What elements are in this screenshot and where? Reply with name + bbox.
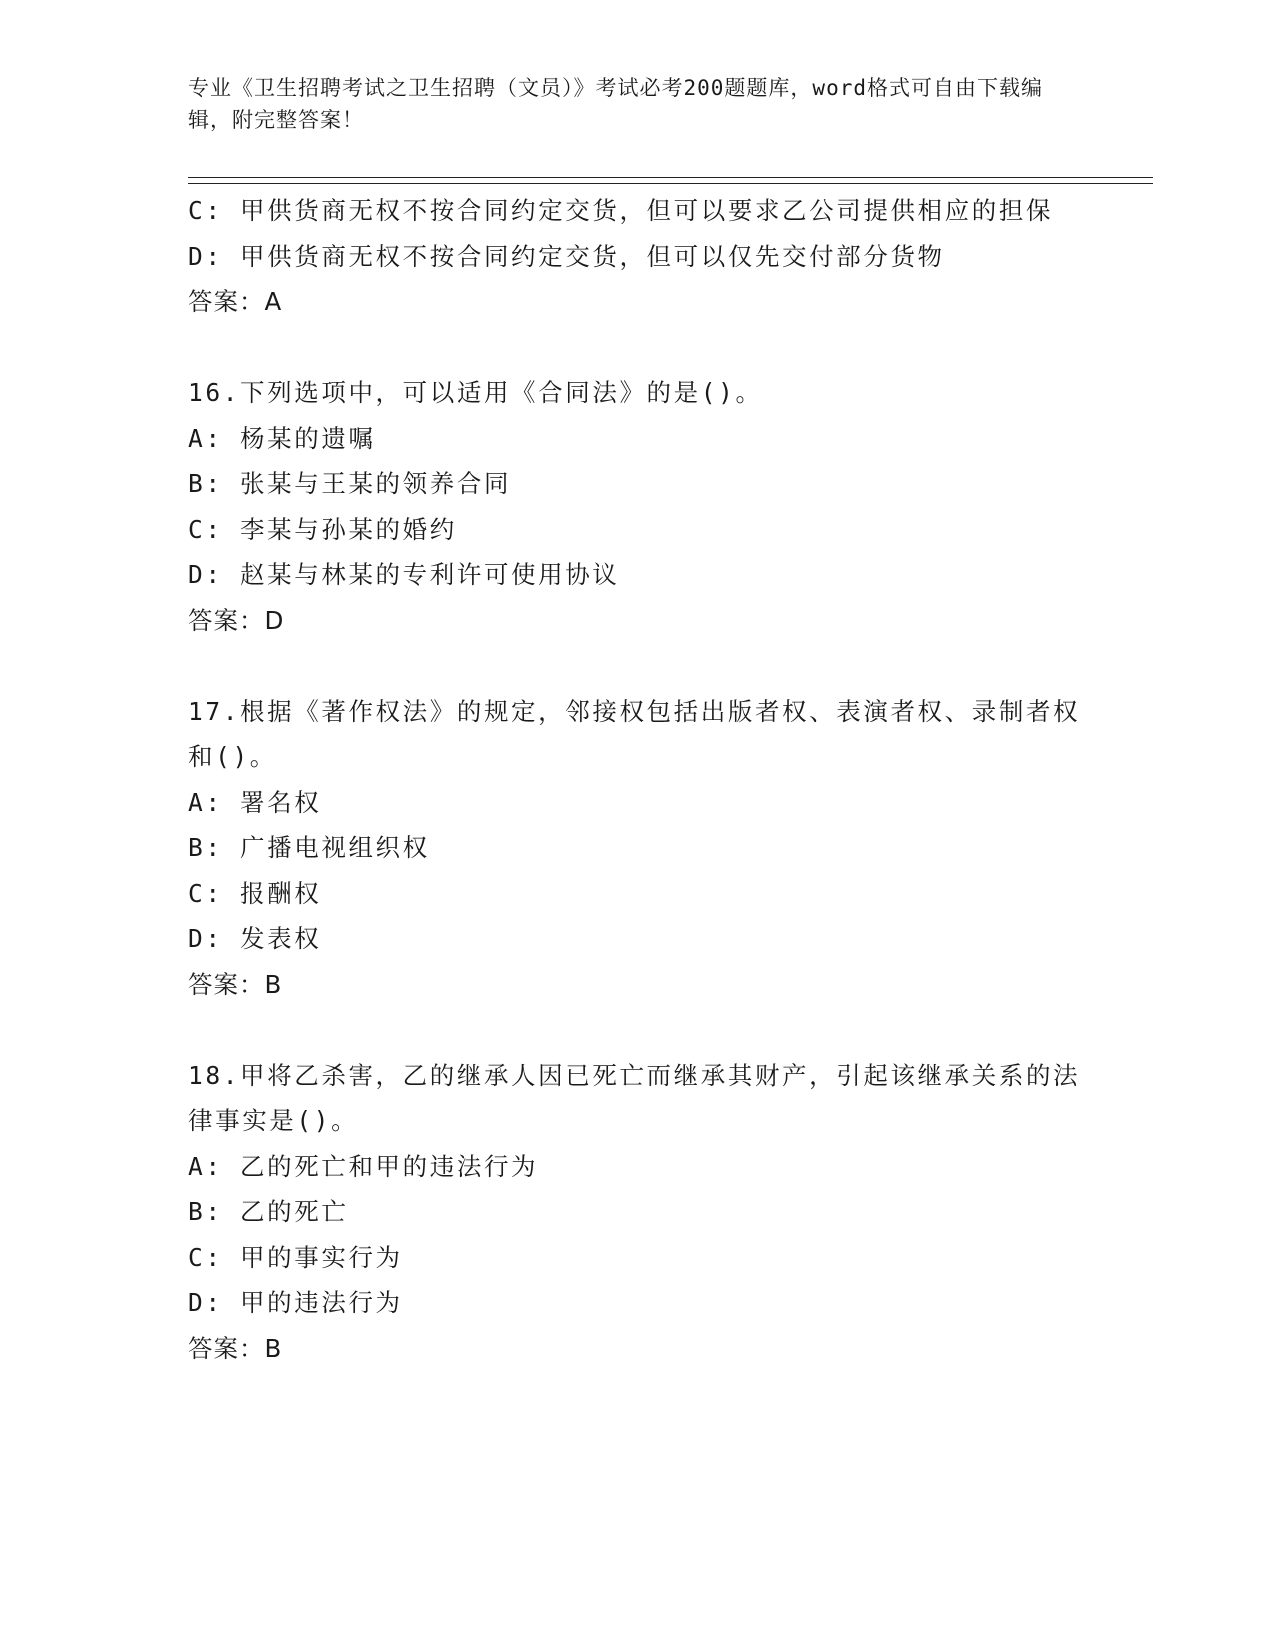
option-c: C: 甲供货商无权不按合同约定交货，但可以要求乙公司提供相应的担保	[188, 196, 1054, 225]
question-content	[188, 188, 1088, 1371]
answer: 答案：B	[188, 1333, 283, 1363]
option-a: A: 杨某的遗嘱	[188, 423, 376, 453]
option-c: C: 报酬权	[188, 878, 322, 908]
answer: 答案：A	[188, 287, 283, 316]
answer: 答案：D	[188, 605, 285, 635]
header-rule-bottom	[188, 183, 1153, 184]
option-b: B: 广播电视组织权	[188, 833, 430, 862]
question-stem: 17.根据《著作权法》的规定，邻接权包括出版者权、表演者权、录制者权和()。	[188, 696, 1081, 771]
spacer	[188, 1007, 1088, 1053]
answer: 答案：B	[188, 969, 283, 999]
option-b: B: 乙的死亡	[188, 1197, 349, 1226]
spacer	[188, 325, 1088, 371]
option-d: D: 赵某与林某的专利许可使用协议	[188, 560, 620, 589]
option-b: B: 张某与王某的领养合同	[188, 469, 512, 498]
option-c: C: 甲的事实行为	[188, 1242, 403, 1272]
option-a: A: 署名权	[188, 787, 322, 817]
header-rule-top	[188, 177, 1153, 178]
option-d: D: 甲供货商无权不按合同约定交货，但可以仅先交付部分货物	[188, 241, 945, 271]
document-header: 专业《卫生招聘考试之卫生招聘（文员）》考试必考200题题库，word格式可自由下载编辑，附完整答案！	[188, 76, 1043, 132]
question-stem: 18.甲将乙杀害，乙的继承人因已死亡而继承其财产，引起该继承关系的法律事实是()。	[188, 1060, 1081, 1135]
option-c: C: 李某与孙某的婚约	[188, 514, 457, 544]
question-stem: 16.下列选项中，可以适用《合同法》的是()。	[188, 378, 763, 407]
option-d: D: 甲的违法行为	[188, 1288, 403, 1317]
spacer	[188, 643, 1088, 689]
option-a: A: 乙的死亡和甲的违法行为	[188, 1151, 539, 1181]
option-d: D: 发表权	[188, 924, 322, 953]
